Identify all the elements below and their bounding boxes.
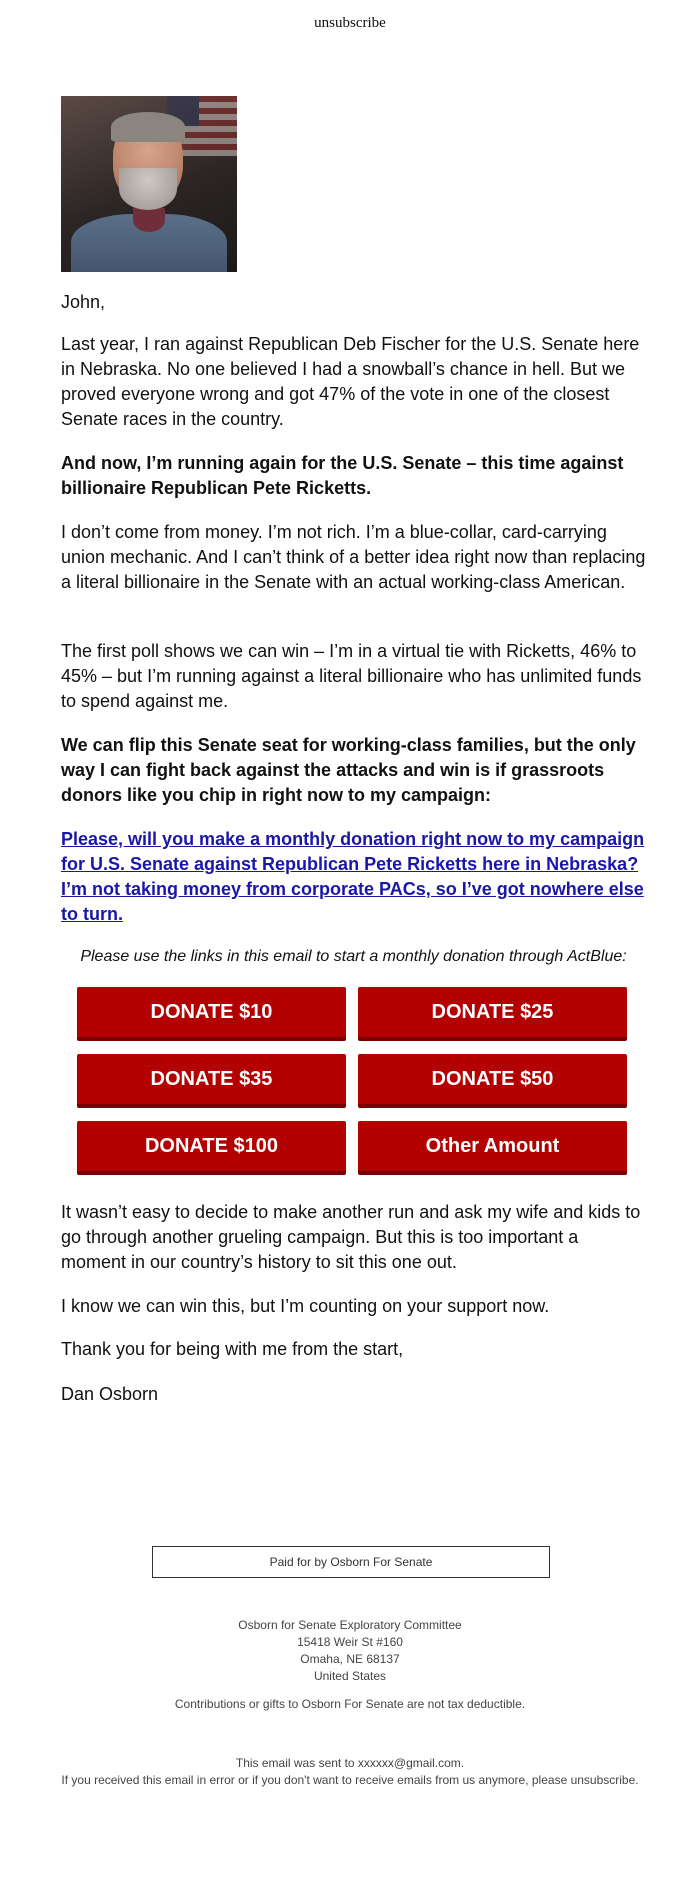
footer-unsubscribe-note[interactable]: If you received this email in error or if you don't want to receive emails from us anymore, please unsubscribe. bbox=[61, 1773, 639, 1787]
donate-50-button[interactable]: DONATE $50 bbox=[358, 1054, 627, 1108]
unsubscribe-link[interactable]: unsubscribe bbox=[314, 15, 386, 31]
signature: Dan Osborn bbox=[61, 1384, 159, 1404]
paragraph-2: And now, I’m running again for the U.S. Senate – this time against billionaire Republican Pete Ricketts. bbox=[61, 453, 624, 498]
paid-for-box: Paid for by Osborn For Senate bbox=[152, 1546, 550, 1578]
other-amount-button[interactable]: Other Amount bbox=[358, 1121, 627, 1175]
paragraph-5: We can flip this Senate seat for working-class families, but the only way I can fight back against the attacks and win is if grassroots donors like you chip in right now to my campaign: bbox=[61, 735, 636, 805]
candidate-photo bbox=[61, 96, 237, 272]
donate-100-button[interactable]: DONATE $100 bbox=[77, 1121, 346, 1175]
actblue-note: Please use the links in this email to start a monthly donation through ActBlue: bbox=[80, 948, 627, 965]
paragraph-7: I know we can win this, but I’m counting on your support now. bbox=[61, 1296, 550, 1316]
greeting: John, bbox=[61, 292, 106, 312]
paragraph-1: Last year, I ran against Republican Deb Fischer for the U.S. Senate here in Nebraska. No one believed I had a snowball’s chance in hell. But we proved everyone wrong and got 47% of the vote in one of the closest Senate races in the country. bbox=[61, 334, 640, 429]
paragraph-8: Thank you for being with me from the start, bbox=[61, 1339, 404, 1359]
paragraph-6: It wasn’t easy to decide to make another run and ask my wife and kids to go through another grueling campaign. But this is too important a moment in our country’s history to sit this one out. bbox=[61, 1202, 641, 1272]
footer-org: Osborn for Senate Exploratory Committee bbox=[238, 1618, 462, 1632]
footer-sent-to: This email was sent to xxxxxx@gmail.com. bbox=[235, 1756, 465, 1770]
paragraph-4: The first poll shows we can win – I’m in a virtual tie with Ricketts, 46% to 45% – but I’m running against a literal billionaire who has unlimited funds to spend against me. bbox=[61, 641, 642, 711]
footer-address bbox=[0, 1617, 700, 1685]
footer-street: 15418 Weir St #160 bbox=[297, 1635, 403, 1649]
donation-link[interactable]: Please, will you make a monthly donation right now to my campaign for U.S. Senate against Republican Pete Ricketts here in Nebraska? I’m not taking money from corporate PACs, so I’ve got nowhere else to turn. bbox=[61, 829, 645, 924]
donate-35-button[interactable]: DONATE $35 bbox=[77, 1054, 346, 1108]
footer-city: Omaha, NE 68137 bbox=[300, 1652, 400, 1666]
footer-tax-note: Contributions or gifts to Osborn For Senate are not tax deductible. bbox=[174, 1697, 526, 1711]
donate-25-button[interactable]: DONATE $25 bbox=[358, 987, 627, 1041]
footer-country: United States bbox=[313, 1669, 387, 1683]
email-body bbox=[61, 96, 641, 272]
donate-10-button[interactable]: DONATE $10 bbox=[77, 987, 346, 1041]
paragraph-3: I don’t come from money. I’m not rich. I’m a blue-collar, card-carrying union mechanic. And I can’t think of a better idea right now than replacing a literal billionaire in the Senate with an actual working-class American. bbox=[61, 522, 646, 592]
